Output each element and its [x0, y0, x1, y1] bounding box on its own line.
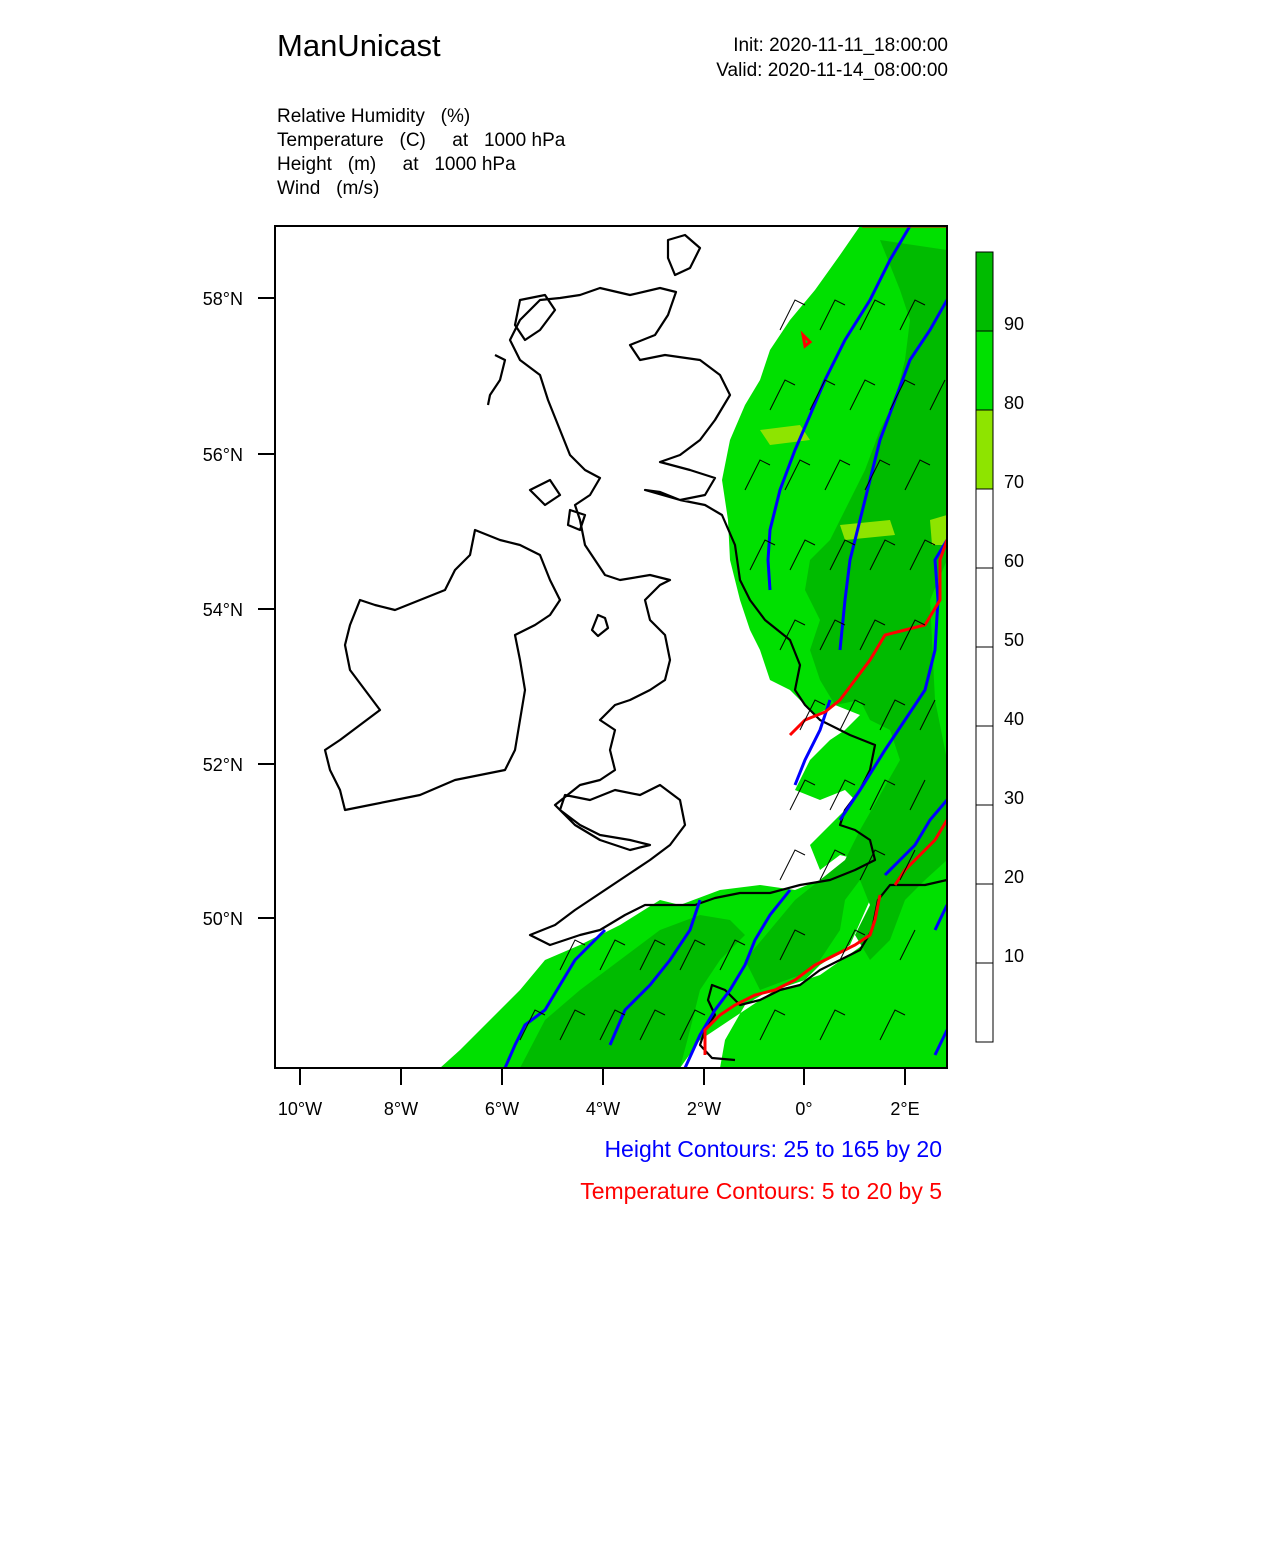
lon-tick-labels [278, 1099, 920, 1119]
lon-tick-label: 2°W [686, 1099, 722, 1119]
lon-tick-label: 4°W [585, 1099, 621, 1119]
lat-tick-label: 56°N [202, 445, 243, 465]
colorbar-box [976, 805, 993, 884]
map-panel [325, 226, 947, 1068]
lat-tick-labels [203, 289, 243, 929]
lat-tick-marks [258, 298, 275, 918]
lat-tick-label: 50°N [202, 909, 243, 929]
height-contours-note: Height Contours: 25 to 165 by 20 [604, 1136, 942, 1162]
coastline-hebrides [488, 295, 585, 530]
lon-tick-label: 0° [795, 1099, 813, 1119]
lon-tick-marks [300, 1068, 905, 1085]
lon-tick-label: 10°W [277, 1099, 323, 1119]
colorbar-box [976, 252, 993, 331]
coastline-ireland [325, 530, 560, 810]
model-title: ManUnicast [277, 28, 441, 63]
colorbar-box [976, 410, 993, 489]
colorbar-label: 60 [1004, 551, 1025, 571]
lon-tick-label: 2°E [890, 1099, 920, 1119]
lat-tick-label: 52°N [202, 755, 243, 775]
field-label-temperature: Temperature (C) at 1000 hPa [277, 130, 566, 151]
lon-tick-label: 6°W [484, 1099, 520, 1119]
colorbar-box [976, 331, 993, 410]
coastline-orkney [668, 235, 700, 275]
colorbar-label: 50 [1004, 630, 1025, 650]
lat-tick-label: 58°N [202, 289, 243, 309]
colorbar-label: 10 [1004, 946, 1025, 966]
coastline-isle-of-man [592, 615, 608, 636]
colorbar [976, 252, 993, 1042]
colorbar-label: 20 [1004, 867, 1025, 887]
lat-tick-label: 54°N [202, 600, 243, 620]
colorbar-label: 70 [1004, 472, 1025, 492]
colorbar-box [976, 647, 993, 726]
lon-tick-label: 8°W [383, 1099, 419, 1119]
colorbar-label: 40 [1004, 709, 1025, 729]
colorbar-box [976, 568, 993, 647]
colorbar-labels [1004, 314, 1024, 966]
field-label-rh: Relative Humidity (%) [277, 106, 471, 127]
valid-time: Valid: 2020-11-14_08:00:00 [716, 60, 948, 81]
field-label-wind: Wind (m/s) [277, 178, 380, 199]
init-time: Init: 2020-11-11_18:00:00 [733, 35, 948, 56]
colorbar-label: 90 [1004, 314, 1025, 334]
temperature-contours-note: Temperature Contours: 5 to 20 by 5 [580, 1178, 942, 1204]
colorbar-box [976, 963, 993, 1042]
colorbar-box [976, 489, 993, 568]
colorbar-box [976, 884, 993, 963]
colorbar-label: 30 [1004, 788, 1025, 808]
colorbar-label: 80 [1004, 393, 1025, 413]
colorbar-box [976, 726, 993, 805]
field-label-height: Height (m) at 1000 hPa [277, 154, 516, 175]
